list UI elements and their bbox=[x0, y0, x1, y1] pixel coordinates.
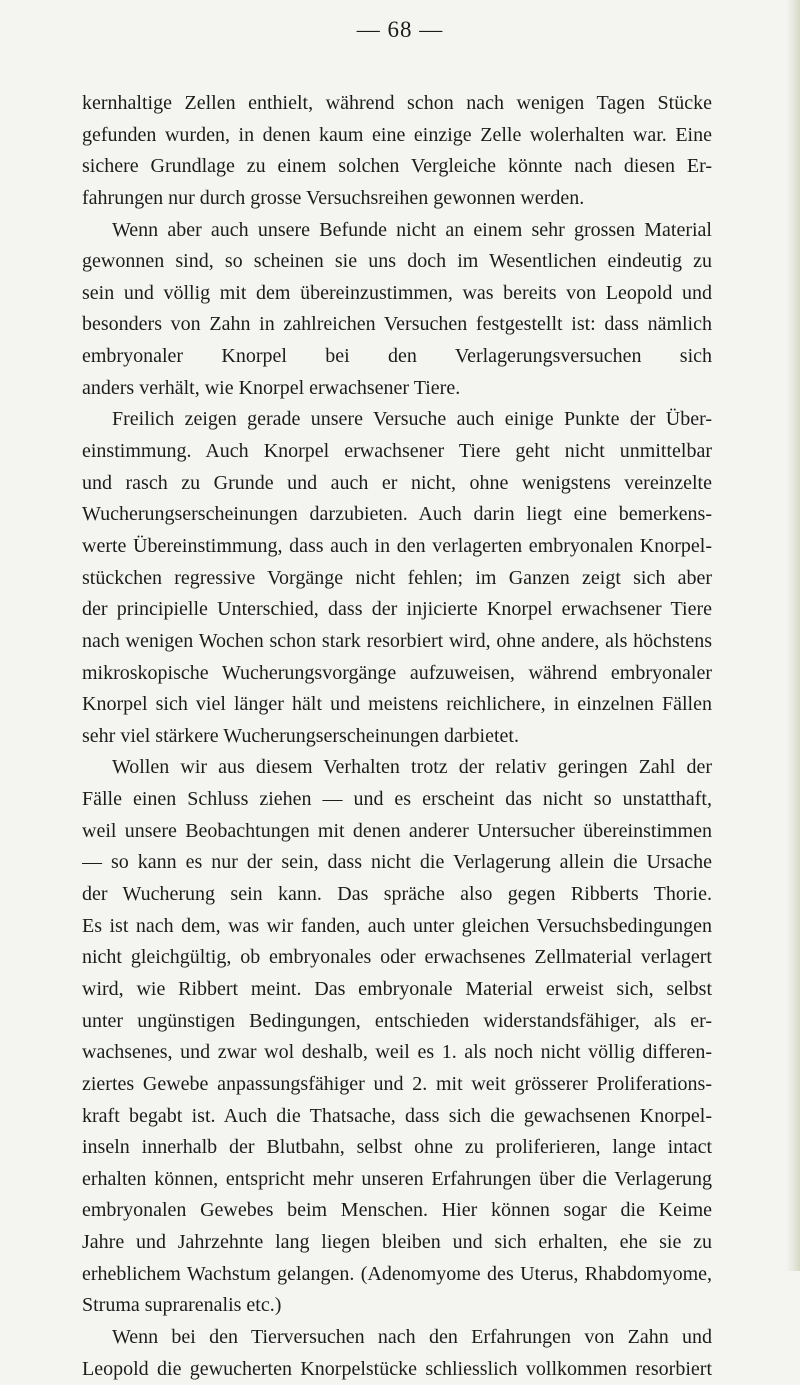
text-line: werte Übereinstimmung, dass auch in den verlagerten embryonalen Knorpel- bbox=[82, 534, 712, 557]
text-line: ziertes Gewebe anpassungsfähiger und 2. mit weit grösserer Proliferations- bbox=[82, 1072, 712, 1095]
text-line: Fälle einen Schluss ziehen — und es erscheint das nicht so unstatthaft, bbox=[82, 788, 712, 811]
text-line: wachsenes, und zwar wol deshalb, weil es 1. als noch nicht völlig differen- bbox=[82, 1041, 712, 1064]
text-line: embryonalen Gewebes beim Menschen. Hier können sogar die Keime bbox=[82, 1199, 712, 1222]
text-line: Freilich zeigen gerade unsere Versuche auch einige Punkte der Über- bbox=[112, 408, 712, 431]
page-number: — 68 — bbox=[356, 17, 444, 42]
text-line: erheblichem Wachstum gelangen. (Adenomyome des Uterus, Rhabdomyome, bbox=[82, 1262, 712, 1285]
text-line: einstimmung. Auch Knorpel erwachsener Tiere geht nicht unmittelbar bbox=[82, 440, 712, 463]
text-line: Leopold die gewucherten Knorpelstücke schliesslich vollkommen resorbiert bbox=[82, 1357, 712, 1380]
text-line: anders verhält, wie Knorpel erwachsener Tiere. bbox=[82, 376, 461, 399]
text-line: — so kann es nur der sein, dass nicht die Verlagerung allein die Ursache bbox=[82, 851, 712, 874]
text-line: Wenn bei den Tierversuchen nach den Erfahrungen von Zahn und bbox=[112, 1325, 712, 1348]
text-line: nicht gleichgültig, ob embryonales oder erwachsenes Zellmaterial verlagert bbox=[82, 946, 712, 969]
text-line: der Wucherung sein kann. Das spräche also gegen Ribberts Thorie. bbox=[82, 883, 712, 906]
text-line: gefunden wurden, in denen kaum eine einzige Zelle wolerhalten war. Eine bbox=[82, 123, 712, 146]
text-line: Struma suprarenalis etc.) bbox=[82, 1294, 282, 1317]
text-line: der principielle Unterschied, dass der injicierte Knorpel erwachsener Tiere bbox=[82, 598, 712, 621]
text-line: wird, wie Ribbert meint. Das embryonale Material erweist sich, selbst bbox=[82, 977, 712, 1000]
text-line: sichere Grundlage zu einem solchen Vergleiche könnte nach diesen Er- bbox=[82, 155, 712, 178]
text-line: stückchen regressive Vorgänge nicht fehlen; im Ganzen zeigt sich aber bbox=[82, 566, 712, 589]
text-line: Wenn aber auch unsere Befunde nicht an einem sehr grossen Material bbox=[112, 218, 712, 241]
text-line: kernhaltige Zellen enthielt, während schon nach wenigen Tagen Stücke bbox=[82, 92, 712, 114]
text-line: sehr viel stärkere Wucherungserscheinungen darbietet. bbox=[82, 724, 519, 747]
text-line: Wollen wir aus diesem Verhalten trotz der relativ geringen Zahl der bbox=[112, 756, 712, 779]
body-text bbox=[82, 88, 712, 1385]
text-line: kraft begabt ist. Auch die Thatsache, dass sich die gewachsenen Knorpel- bbox=[82, 1104, 712, 1127]
text-line: Jahre und Jahrzehnte lang liegen bleiben und sich erhalten, ehe sie zu bbox=[82, 1231, 712, 1254]
text-line: und rasch zu Grunde und auch er nicht, ohne wenigstens vereinzelte bbox=[82, 471, 712, 494]
text-line: Es ist nach dem, was wir fanden, auch unter gleichen Versuchsbedingungen bbox=[82, 914, 712, 937]
text-line: inseln innerhalb der Blutbahn, selbst ohne zu proliferieren, lange intact bbox=[82, 1136, 712, 1159]
text-line: Wucherungserscheinungen darzubieten. Auch darin liegt eine bemerkens- bbox=[82, 503, 712, 526]
text-line: erhalten können, entspricht mehr unseren Erfahrungen über die Verlagerung bbox=[82, 1167, 712, 1190]
text-line: nach wenigen Wochen schon stark resorbiert wird, ohne andere, als höchstens bbox=[82, 629, 712, 652]
text-line: unter ungünstigen Bedingungen, entschieden widerstandsfähiger, als er- bbox=[82, 1009, 712, 1032]
text-line: fahrungen nur durch grosse Versuchsreihen gewonnen werden. bbox=[82, 186, 585, 209]
text-line: besonders von Zahn in zahlreichen Versuchen festgestellt ist: dass nämlich bbox=[82, 313, 712, 336]
text-line: Knorpel sich viel länger hält und meistens reichlichere, in einzelnen Fällen bbox=[82, 693, 712, 716]
text-line: gewonnen sind, so scheinen sie uns doch im Wesentlichen eindeutig zu bbox=[82, 250, 712, 273]
text-line: sein und völlig mit dem übereinzustimmen, was bereits von Leopold und bbox=[82, 281, 712, 304]
text-line: embryonaler Knorpel bei den Verlagerungsversuchen sich bbox=[82, 345, 712, 368]
text-line: weil unsere Beobachtungen mit denen anderer Untersucher übereinstimmen bbox=[82, 819, 712, 842]
text-line: mikroskopische Wucherungsvorgänge aufzuweisen, während embryonaler bbox=[82, 661, 712, 684]
page-edge-shadow bbox=[786, 0, 800, 1271]
